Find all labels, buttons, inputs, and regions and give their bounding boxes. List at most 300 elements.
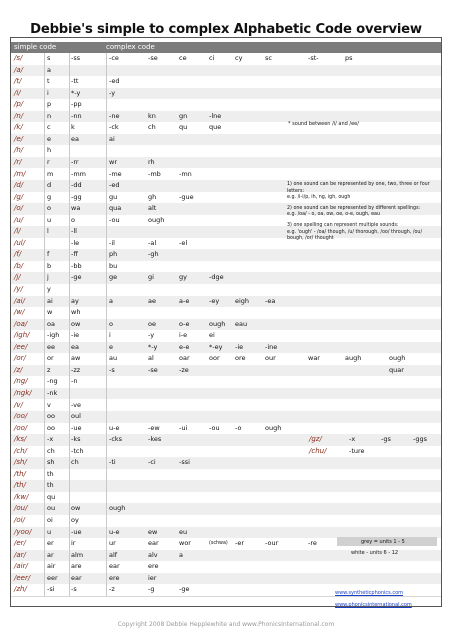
sound-cell: /o/ [14,204,23,213]
spelling-cell: augh [345,354,362,363]
table-row [11,434,441,446]
sound-cell: /air/ [14,562,28,571]
sound-cell: /ul/ [14,238,26,247]
spelling-cell: oo [47,423,55,432]
spelling-cell: are [71,562,82,571]
sound-cell: /th/ [14,469,26,478]
spelling-cell: k [71,123,75,132]
spelling-cell: eigh [235,296,250,305]
spelling-cell: ere [148,562,159,571]
side-spelling-cell: -ggs [413,435,427,444]
spelling-cell: ea [71,134,79,143]
spelling-cell: -ci [148,458,156,467]
spelling-cell: -ff [71,250,78,259]
note-line: e.g. 'ough' - /oa/ though, /u/ thorough, /oo/ through, /ou/ bough, /or/ thought [287,229,423,242]
spelling-cell: bu [109,261,118,270]
table-row [11,134,441,146]
note-line: e.g. /oa/ - o, oa, ow, oe, o-e, ough, eau [287,212,381,218]
sound-cell: /k/ [14,123,23,132]
spelling-cell: -pp [71,100,82,109]
sound-cell: /v/ [14,400,23,409]
spelling-cell: oi [47,516,53,524]
spelling-cell: que [209,123,222,132]
sound-cell: /oi/ [14,516,25,524]
spelling-cell: alt [148,204,157,213]
sound-cell: /ks/ [14,435,27,444]
sound-cell: /a/ [14,65,24,74]
spelling-cell: r [47,157,50,166]
spelling-cell: -gg [71,192,82,201]
side-sound-cell: /chu/ [309,446,327,455]
spelling-cell: -lne [209,111,222,120]
spelling-cell: f [47,250,50,259]
spelling-cell: -s [71,585,77,594]
spelling-cell: -tt [71,77,79,86]
spelling-cell: qua [109,204,122,213]
sound-cell: /m/ [14,169,26,178]
spelling-cell: ai [47,296,53,305]
spelling-cell: -re [308,539,317,548]
spelling-cell: -nk [47,388,58,397]
sound-cell: /n/ [14,111,24,120]
spelling-cell: -ew [148,423,160,432]
spelling-cell: e [47,134,51,143]
table-row [11,145,441,157]
spelling-cell: -al [148,238,157,247]
spelling-cell: our [265,354,276,363]
sound-cell: /yoo/ [14,527,32,536]
spelling-cell: -ti [109,458,116,467]
spelling-cell: -gh [148,250,159,259]
table-row [11,284,441,296]
spelling-cell: d [47,181,52,190]
spelling-cell: sh [47,458,55,467]
spelling-cell: ough [109,504,126,513]
table-row [11,272,441,284]
spelling-cell: ore [235,354,246,363]
sound-cell: /kw/ [14,492,29,501]
sound-cell: /i/ [14,88,21,97]
spelling-cell: o-e [179,319,190,328]
spelling-cell: ea [71,342,79,351]
spelling-cell: -ge [71,273,82,282]
spelling-cell: -se [148,54,158,62]
spelling-cell: -ey [209,296,220,305]
spelling-cell: -se [148,365,158,374]
spelling-cell: -ue [71,423,82,432]
sound-cell: /j/ [14,273,21,282]
spelling-cell: ch [148,123,156,132]
sound-cell: /oo/ [14,423,28,432]
spelling-cell: -cks [109,435,123,444]
spelling-cell: eer [47,573,58,582]
spelling-cell: ough [265,423,282,432]
spelling-cell: e [109,342,113,351]
spelling-cell: -ng [47,377,58,386]
table-row [11,492,441,504]
spelling-cell: -gue [179,192,194,201]
sound-cell: /oo/ [14,412,28,421]
column-divider [106,53,107,596]
spelling-cell: ough [209,319,226,328]
spelling-cell: -st- [308,54,319,62]
note-line: 3) one spelling can represent multiple sounds: [287,222,399,228]
spelling-cell: -mn [179,169,192,178]
spelling-cell: -o [235,423,242,432]
spelling-cell: -y [148,331,155,340]
sound-cell: /igh/ [14,331,30,340]
spelling-cell: ps [345,54,353,62]
spelling-cell: -ui [179,423,188,432]
spelling-cell: -g [148,585,155,594]
table-row [11,446,441,458]
spelling-cell: al [148,354,154,363]
sound-cell: /t/ [14,77,22,86]
spelling-cell: alm [71,550,84,559]
table-row [11,515,441,527]
spelling-cell: -le [71,238,80,247]
spelling-cell: air [47,562,56,571]
column-divider [69,53,70,596]
side-spelling-cell: -x [349,435,356,444]
spelling-cell: -ne [109,111,120,120]
table-row [11,76,441,88]
spelling-cell: gu [109,192,118,201]
table-row [11,388,441,400]
notes-panel [287,182,439,247]
sound-cell: /e/ [14,134,24,143]
side-sound-cell: /gz/ [309,435,322,444]
spelling-cell: m [47,169,54,178]
table-row [11,53,441,65]
spelling-cell: oa [47,319,55,328]
spelling-cell: ph [109,250,118,259]
spelling-cell: -ie [71,331,80,340]
complex-code-header: complex code [106,43,155,51]
spelling-cell: ch [47,446,55,455]
table-row [11,561,441,573]
sound-cell: /p/ [14,100,24,109]
spelling-cell: ear [71,573,82,582]
spelling-cell: a-e [179,296,190,305]
spelling-cell: -ze [179,365,189,374]
table-header [11,42,441,53]
spelling-cell: kn [148,111,156,120]
spelling-cell: -s [109,365,115,374]
spelling-cell: o [71,215,75,224]
spelling-cell: -ed [109,77,120,86]
spelling-cell: g [47,192,52,201]
spelling-cell: th [47,481,54,490]
spelling-cell: ere [109,573,120,582]
sound-cell: /b/ [14,261,24,270]
table-row [11,469,441,481]
simple-code-header: simple code [14,43,57,51]
spelling-cell: ear [148,539,159,548]
spelling-cell: -dge [209,273,224,282]
spelling-cell: ar [47,550,54,559]
spelling-cell: *-y [71,88,81,97]
spelling-cell: oul [71,412,81,421]
spelling-cell: ough [148,215,165,224]
table-row [11,480,441,492]
spelling-cell: n [47,111,52,120]
spelling-cell: -tch [71,446,84,455]
spelling-cell: -kes [148,435,162,444]
link-phonicsinternational[interactable]: www.phonicsinternational.com [335,602,412,608]
spelling-cell: a [109,296,113,305]
spelling-cell: qu [47,492,56,501]
spelling-cell: eu [179,527,188,536]
sound-cell: /sh/ [14,458,27,467]
sound-cell: /eer/ [14,573,31,582]
spelling-cell: -ck [109,123,119,132]
spelling-cell: -er [235,539,245,548]
table-row [11,457,441,469]
spelling-cell: ch [71,458,79,467]
table-row [11,342,441,354]
spelling-cell: gy [179,273,187,282]
grey-key-label: grey = units 1 - 5 [361,539,405,545]
spelling-cell: -el [179,238,188,247]
spelling-cell: -ve [71,400,82,409]
spelling-cell: ai [109,134,115,143]
spelling-cell: rh [148,157,155,166]
table-row [11,503,441,515]
spelling-cell: sc [265,54,272,62]
spelling-cell: -rr [71,157,79,166]
spelling-cell: u [47,527,52,536]
link-syntheticphonics[interactable]: www.syntheticphonics.com [335,590,404,596]
spelling-cell: ae [148,296,156,305]
spelling-cell: -z [109,585,115,594]
spelling-cell: alv [148,550,158,559]
spelling-cell: cy [235,54,243,62]
spelling-cell: -me [109,169,122,178]
spelling-cell: -our [265,539,279,548]
spelling-cell: ier [148,573,157,582]
spelling-cell: -ssi [179,458,190,467]
star-note: * sound between /i/ and /ee/ [288,121,359,127]
table-row [11,65,441,77]
spelling-cell: oy [71,516,79,524]
spelling-cell: -ou [209,423,220,432]
spelling-cell: z [47,365,51,374]
spelling-cell: o [109,319,113,328]
spelling-cell: oo [47,412,55,421]
table-row [11,169,441,181]
spelling-cell: i [47,88,49,97]
spelling-cell: or [47,354,54,363]
spelling-cell: ou [47,504,56,513]
spelling-cell: u [47,215,52,224]
spelling-cell: -ue [71,527,82,536]
sound-cell: /l/ [14,227,21,236]
spelling-cell: (schwa) [209,541,228,547]
spelling-cell: -ie [235,342,244,351]
column-divider [44,53,45,596]
spelling-cell: ow [71,504,81,513]
spelling-cell: -y [109,88,116,97]
spelling-cell: aw [71,354,81,363]
spelling-cell: *-y [148,342,158,351]
sound-cell: /g/ [14,192,24,201]
spelling-cell: -ce [109,54,119,62]
side-spelling-cell: -ture [349,446,365,455]
sound-cell: /w/ [14,308,25,317]
spelling-cell: au [109,354,118,363]
spelling-cell: oe [148,319,156,328]
spelling-cell: ci [209,54,215,62]
spelling-cell: a [47,65,51,74]
sound-cell: /ai/ [14,296,25,305]
white-key-label: white - units 6 - 12 [351,550,399,556]
spelling-cell: l [47,227,49,236]
page-title: Debbie's simple to complex Alphabetic Code overview [30,22,422,37]
table-row [11,88,441,100]
spelling-cell: e-e [179,342,190,351]
sound-cell: /ngk/ [14,388,32,397]
sound-cell: /ar/ [14,550,26,559]
table-row [11,353,441,365]
spelling-cell: u-e [109,527,120,536]
sound-cell: /z/ [14,365,23,374]
sound-cell: /or/ [14,354,26,363]
spelling-cell: gn [179,111,188,120]
sound-cell: /ch/ [14,446,28,455]
spelling-cell: ur [109,539,116,548]
spelling-cell: a [179,550,183,559]
spelling-cell: -n [71,377,78,386]
copyright-footer: Copyright 2008 Debbie Hepplewhite and www.PhonicsInternational.com [117,621,335,628]
spelling-cell: ew [148,527,158,536]
spelling-cell: war [308,354,320,363]
note-line: 1) one sound can be represented by one, two, three or four letters: [287,182,430,194]
spelling-cell: s [47,54,51,62]
spelling-cell: -ea [265,296,276,305]
spelling-cell: v [47,400,51,409]
note-line: 2) one sound can be represented by different spellings: [287,205,421,211]
spelling-cell: -il [109,238,115,247]
spelling-cell: -ks [71,435,81,444]
table-row [11,319,441,331]
spelling-cell: -ed [109,181,120,190]
spelling-cell: *-ey [209,342,223,351]
table-row [11,99,441,111]
sound-cell: /zh/ [14,585,27,594]
spelling-cell: b [47,261,52,270]
spelling-cell: gi [148,273,154,282]
table-row [11,573,441,585]
table-row [11,261,441,273]
spelling-cell: wa [71,204,81,213]
spelling-cell: ay [71,296,79,305]
spelling-cell: o [47,204,51,213]
spelling-cell: ge [109,273,118,282]
spelling-cell: oar [179,354,190,363]
sound-cell: /y/ [14,285,23,293]
spelling-cell: ei [209,331,215,340]
sound-cell: /h/ [14,146,24,155]
spelling-cell: -ss [71,54,81,62]
spelling-cell: w [47,308,53,317]
spelling-cell: t [47,77,50,86]
spelling-cell: ow [71,319,81,328]
sound-cell: /s/ [14,54,23,62]
spelling-cell: -x [47,435,54,444]
spelling-cell: -ou [109,215,120,224]
spelling-cell: ir [71,539,76,548]
table-row [11,157,441,169]
table-row [11,307,441,319]
spelling-cell: er [47,539,54,548]
sound-cell: /th/ [14,481,26,490]
spelling-cell: qu [179,123,188,132]
table-row [11,296,441,308]
spelling-cell: -ge [179,585,190,594]
spelling-cell: ear [109,562,120,571]
spelling-cell: -zz [71,365,81,374]
spelling-cell: c [47,123,51,132]
spelling-cell: -mb [148,169,161,178]
table-row [11,330,441,342]
spelling-cell: p [47,100,52,109]
spelling-cell: y [47,285,51,293]
spelling-cell: alf [109,550,118,559]
spelling-cell: h [47,146,52,155]
sound-cell: /ee/ [14,342,28,351]
table-row [11,376,441,388]
spelling-cell: -mm [71,169,87,178]
spelling-cell: -bb [71,261,82,270]
table-row [11,400,441,412]
spelling-cell: ce [179,54,187,62]
spelling-cell: oor [209,354,220,363]
spelling-cell: ee [47,342,55,351]
spelling-cell: j [47,273,49,282]
sound-cell: /d/ [14,181,24,190]
spelling-cell: gh [148,192,157,201]
spelling-cell: ough [389,354,406,363]
spelling-cell: -si [47,585,55,594]
table-row [11,365,441,377]
sound-cell: /f/ [14,250,22,259]
spelling-cell: i-e [179,331,188,340]
note-line: e.g. /i-i/p, ih, ng, igh, ough [287,195,351,201]
spelling-cell: -dd [71,181,82,190]
spelling-cell: -ine [265,342,278,351]
spelling-cell: wor [179,539,191,548]
spelling-cell: wr [109,157,117,166]
sound-cell: /u/ [14,215,24,224]
side-spelling-cell: -gs [381,435,391,444]
sound-cell: /oa/ [14,319,28,328]
sound-cell: /ng/ [14,377,28,386]
spelling-cell: u-e [109,423,120,432]
spelling-cell: quar [389,365,404,374]
table-row [11,411,441,423]
table-row [11,423,441,435]
sound-cell: /r/ [14,157,22,166]
spelling-cell: -ll [71,227,77,236]
spelling-cell: th [47,469,54,478]
sound-cell: /ou/ [14,504,28,513]
spelling-cell: -igh [47,331,60,340]
sound-cell: /er/ [14,539,26,548]
spelling-cell: eau [235,319,248,328]
spelling-cell: wh [71,308,81,317]
spelling-cell: -nn [71,111,82,120]
